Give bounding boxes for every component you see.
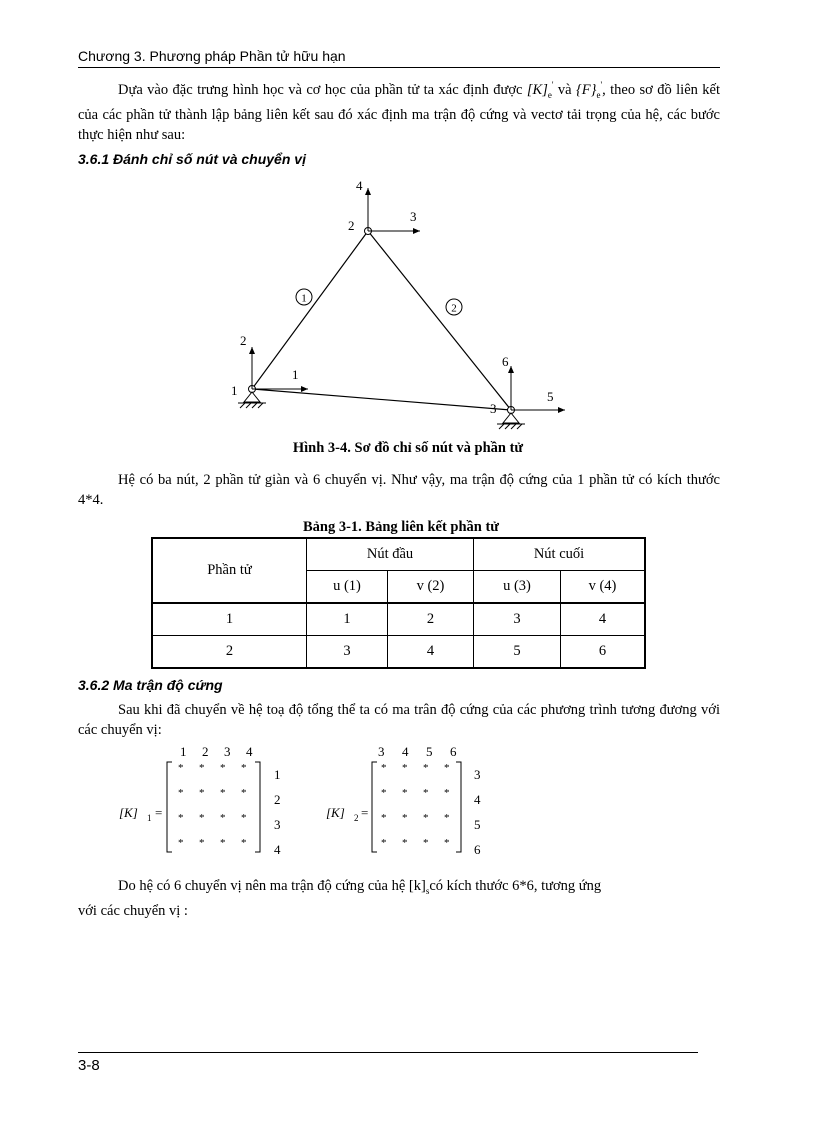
matrix-1-entry: * [241, 837, 247, 849]
dof-label-2: 2 [240, 333, 247, 348]
matrix-1-entry: * [178, 837, 184, 849]
matrix-1-entry: * [178, 787, 184, 799]
chapter-header: Chương 3. Phương pháp Phần tử hữu hạn [78, 48, 346, 64]
svg-text:6: 6 [474, 842, 481, 857]
matrix-2-entry: * [423, 787, 429, 799]
matrix-1-entry: * [178, 762, 184, 774]
dof-label-3: 3 [410, 209, 417, 224]
f-symbol: $\{F\}_e'$ [576, 80, 603, 100]
stiffness-matrices [0, 740, 816, 865]
dof-label-4: 4 [356, 178, 363, 193]
matrix-2-entry: * [402, 837, 408, 849]
member-3 [252, 389, 511, 410]
matrix-1-entry: * [178, 812, 184, 824]
intro-paragraph: Dựa vào đặc trưng hình học và cơ học của phần tử ta xác định được $[K]_e'$ và $\{F\}_e'$, theo sơ đồ liên kết của các phần tử thành lập bảng liên kết sau đó xác định ma trận độ cứng và vectơ tải trọng của hệ, các bước thực hiện như sau: [78, 80, 721, 143]
svg-text:5: 5 [426, 744, 433, 759]
dof-label-6: 6 [502, 354, 509, 369]
svg-text:2: 2 [274, 792, 281, 807]
matrix-2-entry: * [381, 762, 387, 774]
matrix-2-entry: * [423, 837, 429, 849]
matrix-1-entry: * [220, 812, 226, 824]
svg-text:=: = [155, 805, 163, 820]
matrix-1-entry: * [220, 762, 226, 774]
node-label-2: 2 [348, 218, 355, 233]
matrix-k1 [119, 744, 281, 857]
dof-label-5: 5 [547, 389, 554, 404]
sub-header: u (3) [474, 571, 561, 604]
svg-text:1: 1 [147, 813, 152, 823]
matrix-2-entry: * [423, 762, 429, 774]
section-heading-1: 3.6.1 Đánh chỉ số nút và chuyển vị [78, 151, 306, 167]
matrix-1-label: [K] [119, 805, 138, 820]
header-rule [78, 67, 720, 68]
and-word: và [557, 81, 572, 98]
paragraph-3: Sau khi đã chuyển về hệ toạ độ tổng thể ta có ma trân độ cứng của các phương trình tương đương với các chuyển vị: [78, 702, 720, 738]
intro-line1: Dựa vào đặc trưng hình học và cơ học của phần tử ta xác định được [118, 81, 523, 98]
node-label-1: 1 [231, 383, 238, 398]
svg-text:3: 3 [224, 744, 231, 759]
matrix-1-entry: * [241, 787, 247, 799]
svg-text:4: 4 [274, 842, 281, 857]
svg-text:3: 3 [474, 767, 481, 782]
svg-text:4: 4 [474, 792, 481, 807]
matrix-2-entry: * [444, 762, 450, 774]
svg-text:1: 1 [274, 767, 281, 782]
matrix-2-label: [K] [326, 805, 345, 820]
svg-text:6: 6 [450, 744, 457, 759]
matrix-2-entry: * [423, 812, 429, 824]
matrix-1-entry: * [199, 812, 205, 824]
element-label-1: 1 [301, 292, 307, 305]
matrix-1-entry: * [220, 787, 226, 799]
matrix-1-entry: * [220, 837, 226, 849]
support-3 [503, 413, 519, 423]
matrix-2-entry: * [402, 812, 408, 824]
svg-text:2: 2 [354, 813, 359, 823]
figure-caption: Hình 3-4. Sơ đồ chỉ số nút và phần tử [292, 440, 524, 456]
matrix-2-entry: * [402, 762, 408, 774]
dof-label-1: 1 [292, 367, 299, 382]
matrix-1-entry: * [241, 812, 247, 824]
member-2 [368, 231, 511, 410]
matrix-2-entry: * [381, 812, 387, 824]
sub-header: v (4) [561, 571, 646, 604]
matrix-2-entry: * [444, 787, 450, 799]
truss-figure [0, 170, 816, 435]
svg-text:3: 3 [378, 744, 385, 759]
svg-text:1: 1 [180, 744, 187, 759]
svg-text:5: 5 [474, 817, 481, 832]
support-1 [244, 392, 260, 402]
connectivity-table [151, 537, 646, 669]
table-row: 1 1 2 3 4 [152, 603, 645, 636]
page-number: 3-8 [78, 1057, 100, 1074]
member-1 [252, 231, 368, 389]
ks-symbol: $[k]_s$ [408, 878, 430, 896]
paragraph-2: Hệ có ba nút, 2 phần tử giàn và 6 chuyển vị. Như vậy, ma trận độ cứng của 1 phần tử có kích thước 4*4. [78, 472, 720, 508]
table-caption: Bảng 3-1. Bảng liên kết phần tử [302, 519, 500, 535]
svg-text:4: 4 [402, 744, 409, 759]
paragraph-4: Do hệ có 6 chuyển vị nên ma trận độ cứng của hệ $[k]_scó$ kích thước 6*6, tương ứng với các chuyển vị : [78, 878, 602, 919]
matrix-k2 [326, 744, 481, 857]
svg-text:3: 3 [274, 817, 281, 832]
table-row: 2 3 4 5 6 [152, 636, 645, 669]
matrix-1-entry: * [241, 762, 247, 774]
section-heading-2: 3.6.2 Ma trận độ cứng [78, 677, 223, 693]
node-label-3: 3 [490, 401, 497, 416]
matrix-2-entry: * [381, 787, 387, 799]
matrix-1-entry: * [199, 787, 205, 799]
matrix-1-entry: * [199, 762, 205, 774]
element-label-2: 2 [451, 302, 457, 315]
col-start-node: Nút đầu [307, 538, 474, 571]
matrix-2-entry: * [402, 787, 408, 799]
svg-text:=: = [361, 805, 369, 820]
col-end-node: Nút cuối [474, 538, 646, 571]
sub-header: u (1) [307, 571, 388, 604]
sub-header: v (2) [388, 571, 474, 604]
svg-text:4: 4 [246, 744, 253, 759]
matrix-1-entry: * [199, 837, 205, 849]
footer-rule [78, 1052, 698, 1053]
matrix-2-entry: * [444, 837, 450, 849]
matrix-2-entry: * [381, 837, 387, 849]
matrix-2-entry: * [444, 812, 450, 824]
k-symbol: $[K]_e'$ [526, 80, 554, 100]
intro-rest: theo sơ đồ liên kết của các phần tử thành lập bảng liên kết sau đó xác định ma trận độ cứng và vectơ tải trọng của hệ, các bước thực hiện như sau: [78, 81, 721, 143]
svg-text:2: 2 [202, 744, 209, 759]
col-element: Phần tử [152, 538, 307, 603]
